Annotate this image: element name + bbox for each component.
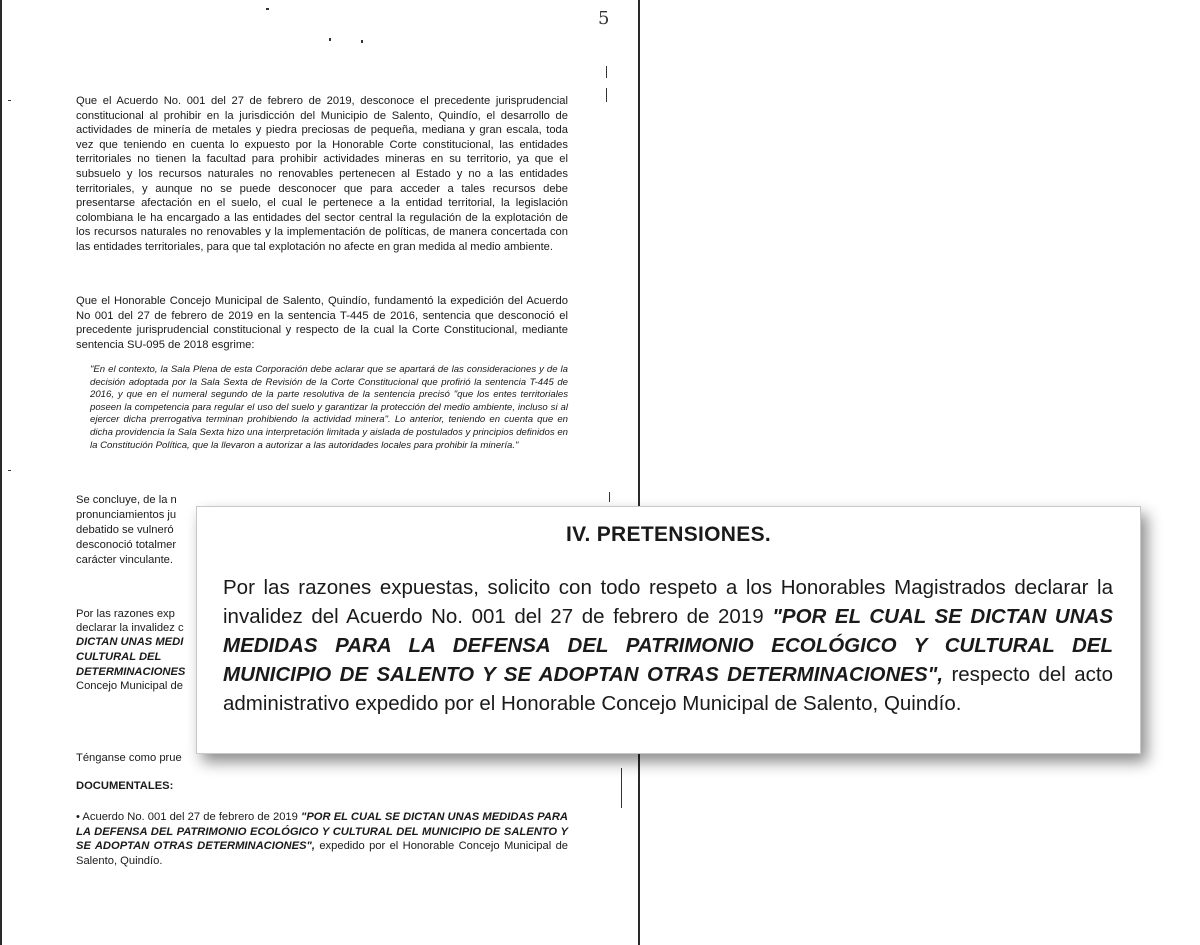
quote-su095: "En el contexto, la Sala Plena de esta Corporación debe aclarar que se apartará de las consideraciones y de la decisión adoptada por la Sala Sexta de Revisión de la Corte Constitucional que profirió la sentencia T-445 de 2016, y que en el numeral segundo de la parte resolutiva de la sentencia precisó "que los entes territoriales poseen la competencia para regular el uso del suelo y garantizar la protección del medio ambiente, incluso si al ejercer dicha prerrogativa terminan prohibiendo la actividad minera". Lo anterior, teniendo en cuenta que en dicha providencia la Sala Sexta hizo una interpretación limitada y aislada de postulados y principios definidos en la Constitución Política, que la llevaron a autorizar a las autoridades locales para prohibir la minería." [90, 364, 568, 451]
tenganse-line: Ténganse como prue [76, 752, 182, 764]
pretensiones-body-suffix: respecto del acto administrativo expedido por el Honorable Concejo Municipal de Salento, Quindío. [223, 663, 1113, 715]
partial-line: Concejo Municipal de [76, 680, 183, 692]
doc-item-prefix: • Acuerdo No. 001 del 27 de febrero de 2019 [76, 811, 302, 823]
documentales-heading: DOCUMENTALES: [76, 780, 174, 792]
scan-mark [8, 470, 11, 471]
pretensiones-excerpt [196, 506, 1141, 754]
scan-mark [621, 768, 622, 808]
partial-line: DETERMINACIONES [76, 666, 186, 678]
partial-line: declarar la invalidez c [76, 622, 184, 634]
partial-line: DICTAN UNAS MEDI [76, 636, 184, 648]
documentales-item [76, 810, 568, 868]
scan-mark [606, 88, 607, 102]
pretensiones-body-prefix: Por las razones expuestas, solicito con todo respeto a los Honorables Magistrados declarar la invalidez del Acuerdo No. 001 del 27 de febrero de 2019 [223, 576, 1113, 628]
partial-line: debatido se vulneró [76, 524, 174, 536]
page-number: 5 [598, 8, 610, 29]
partial-line: pronunciamientos ju [76, 509, 177, 521]
pretensiones-acuerdo-title: "POR EL CUAL SE DICTAN UNAS MEDIDAS PARA LA DEFENSA DEL PATRIMONIO ECOLÓGICO Y CULTURAL DEL MUNICIPIO DE SALENTO Y SE ADOPTAN OTRAS DETERMINACIONES", [223, 605, 1113, 686]
partial-line: Por las razones exp [76, 608, 175, 620]
doc-item-suffix: expedido por el Honorable Concejo Municipal de Salento, Quindío. [76, 840, 569, 867]
paragraph-fundamento: Que el Honorable Concejo Municipal de Salento, Quindío, fundamentó la expedición del Acuerdo No 001 del 27 de febrero de 2019 en la sentencia T-445 de 2016, sentencia que desconoció el precedente jurisprudencial constitucional y respecto de la cual la Corte Constitucional, mediante sentencia SU-095 de 2018 esgrime: [76, 295, 568, 351]
partial-line: desconoció totalmer [76, 539, 177, 551]
scan-mark [8, 100, 11, 101]
scan-mark [361, 40, 363, 43]
scan-mark [266, 8, 269, 10]
pretensiones-heading: IV. PRETENSIONES. [565, 523, 772, 546]
doc-item-title: "POR EL CUAL SE DICTAN UNAS MEDIDAS PARA LA DEFENSA DEL PATRIMONIO ECOLÓGICO Y CULTURAL DEL MUNICIPIO DE SALENTO Y SE ADOPTAN OTRAS DETERMINACIONES", [76, 811, 568, 853]
pretensiones-body [223, 573, 1113, 718]
partial-line: carácter vinculante. [76, 554, 174, 566]
scan-mark [606, 66, 607, 78]
scan-mark [329, 38, 331, 41]
partial-line: Se concluye, de la n [76, 494, 177, 506]
paragraph-acuerdo: Que el Acuerdo No. 001 del 27 de febrero de 2019, desconoce el precedente jurisprudencial constitucional al prohibir en la jurisdicción del Municipio de Salento, Quindío, el desarrollo de actividades de minería de metales y piedra preciosas de pequeña, mediana y gran escala, toda vez que teniendo en cuenta lo expuesto por la Honorable Corte constitucional, las entidades territoriales no tienen la facultad para prohibir actividades mineras en su territorio, ya que el subsuelo y los recursos naturales no renovables pertenecen al Estado y no a las entidades territoriales, y aunque no se puede desconocer que para acceder a tales recursos debe presentarse afectación en el suelo, el cual le pertenece a la entidad territorial, la legislación colombiana le ha encargado a las entidades del sector central la regulación de la explotación de los recursos naturales no renovables y la implementación de políticas, de manera concertada con las entidades territoriales, para que tal explotación no afecte en gran medida al medio ambiente. [76, 95, 568, 253]
scan-mark [609, 492, 610, 502]
partial-line: CULTURAL DEL [76, 651, 162, 663]
